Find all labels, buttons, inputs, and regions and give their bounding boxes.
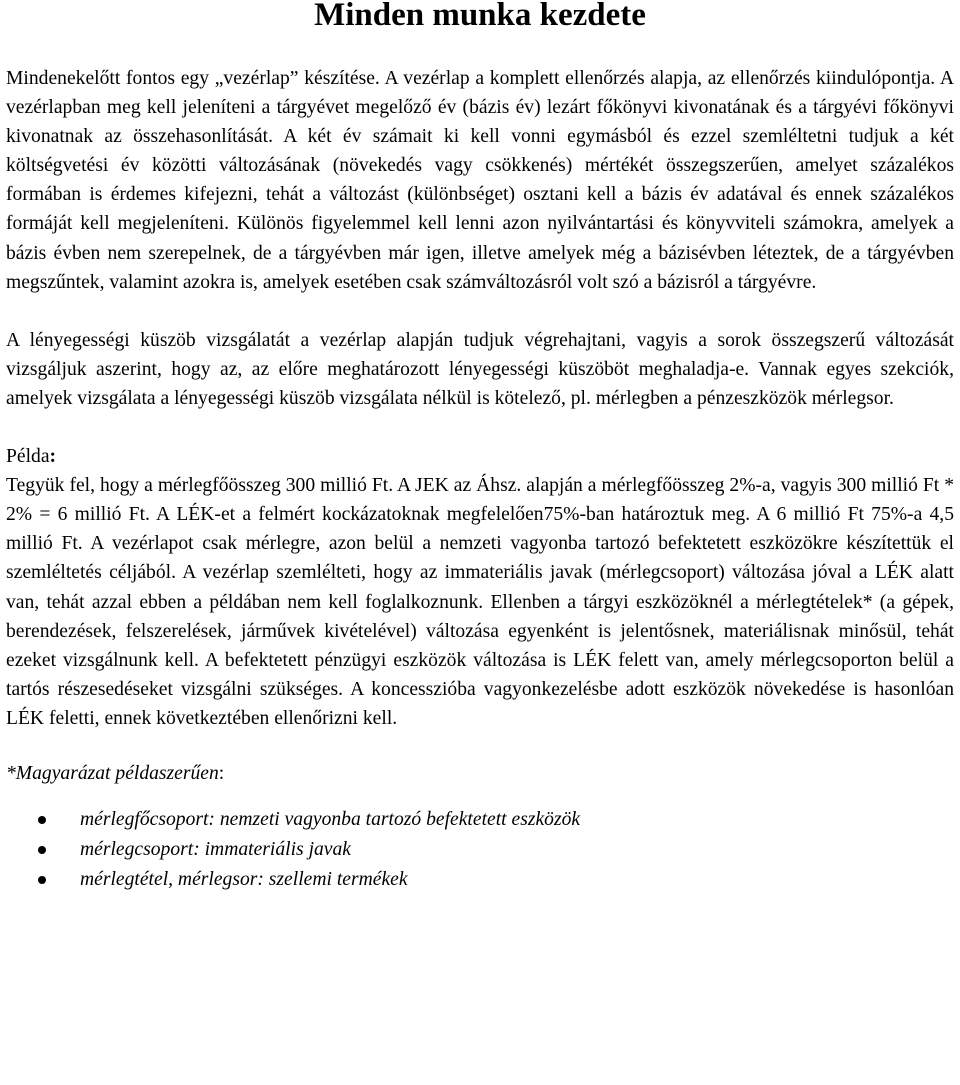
list-item: [6, 805, 954, 835]
note-text: mérlegcsoport: immateriális javak: [80, 839, 352, 861]
page-title: Minden munka kezdete: [314, 0, 646, 33]
example-colon: :: [49, 446, 57, 468]
example-label: Példa: [6, 446, 50, 468]
bullet-icon: [38, 816, 46, 824]
materiality-paragraph: A lényegességi küszöb vizsgálatát a vezérlap alapján tudjuk végrehajtani, vagyis a sorok összegszerű változását vizsgáljuk aszerint, hogy az, az előre meghatározott lényegességi küszöböt meghaladja-e. Vannak egyes szekciók, amelyek vizsgálata a lényegességi küszöb vizsgálata nélkül is kötelező, pl. mérlegben a pénzeszközök mérlegsor.: [6, 329, 954, 409]
example-paragraph: Tegyük fel, hogy a mérlegfőösszeg 300 millió Ft. A JEK az Áhsz. alapján a mérlegfőösszeg 2%-a, vagyis 300 millió Ft * 2% = 6 millió Ft. A LÉK-et a felmért kockázatoknak megfelelően75%-ban határoztuk meg. A 6 millió Ft 75%-a 4,5 millió Ft. A vezérlapot csak mérlegre, azon belül a nemzeti vagyonba tartozó befektetett eszközökre készítettük el szemléltetés céljából. A vezérlap szemlélteti, hogy az immateriális javak (mérlegcsoport) változása jóval a LÉK alatt van, tehát azzal ebben a példában nem kell foglalkoznunk. Ellenben a tárgyi eszközöknél a mérlegtételek* (a gépek, berendezések, felszerelések, járművek kivételével) változása egyenként is jelentősnek, materiálisnak minősül, tehát ezeket vizsgálnunk kell. A befektetett pénzügyi eszközök változása is LÉK felett van, amely mérlegcsoporton belül a tartós részesedéseket vizsgálni szükséges. A koncesszióba vagyonkezelésbe adott eszközök növekedése is hasonlóan LÉK feletti, ennek következtében ellenőrizni kell.: [6, 475, 954, 729]
bullet-icon: [38, 846, 46, 854]
notes-list: [6, 805, 954, 895]
example-heading: [6, 442, 954, 471]
intro-paragraph: Mindenekelőtt fontos egy „vezérlap” készítése. A vezérlap a komplett ellenőrzés alapja, az ellenőrzés kiindulópontja. A vezérlapban meg kell jeleníteni a tárgyévet megelőző év (bázis év) lezárt főkönyvi kivonatának és a tárgyévi főkönyvi kivonatnak az összehasonlítását. A két év számait ki kell vonni egymásból és ezzel szemléltetni tudjuk a két költségvetési év közötti változásának (növekedés vagy csökkenés) mértékét összegszerűen, amelyet százalékos formában is érdemes kifejezni, tehát a változást (különbséget) osztani kell a bázis év adatával és ennek százalékos formáját kell megjeleníteni. Különös figyelemmel kell lenni azon nyilvántartási és könyvviteli számokra, amelyek a bázis évben nem szerepelnek, de a tárgyévben már igen, illetve amelyek még a bázisévben léteztek, de a tárgyévben megszűntek, valamint azokra is, amelyek esetében csak számváltozásról volt szó a bázisról a tárgyévre.: [6, 68, 954, 293]
note-text: mérlegtétel, mérlegsor: szellemi termékek: [80, 869, 408, 891]
list-item: [6, 835, 954, 865]
notes-heading-text: *Magyarázat példaszerűen: [6, 762, 219, 784]
notes-heading: [6, 759, 954, 788]
notes-heading-colon: :: [218, 762, 225, 784]
list-item: [6, 865, 954, 895]
bullet-icon: [38, 876, 46, 884]
note-text: mérlegfőcsoport: nemzeti vagyonba tartozó befektetett eszközök: [80, 809, 581, 831]
